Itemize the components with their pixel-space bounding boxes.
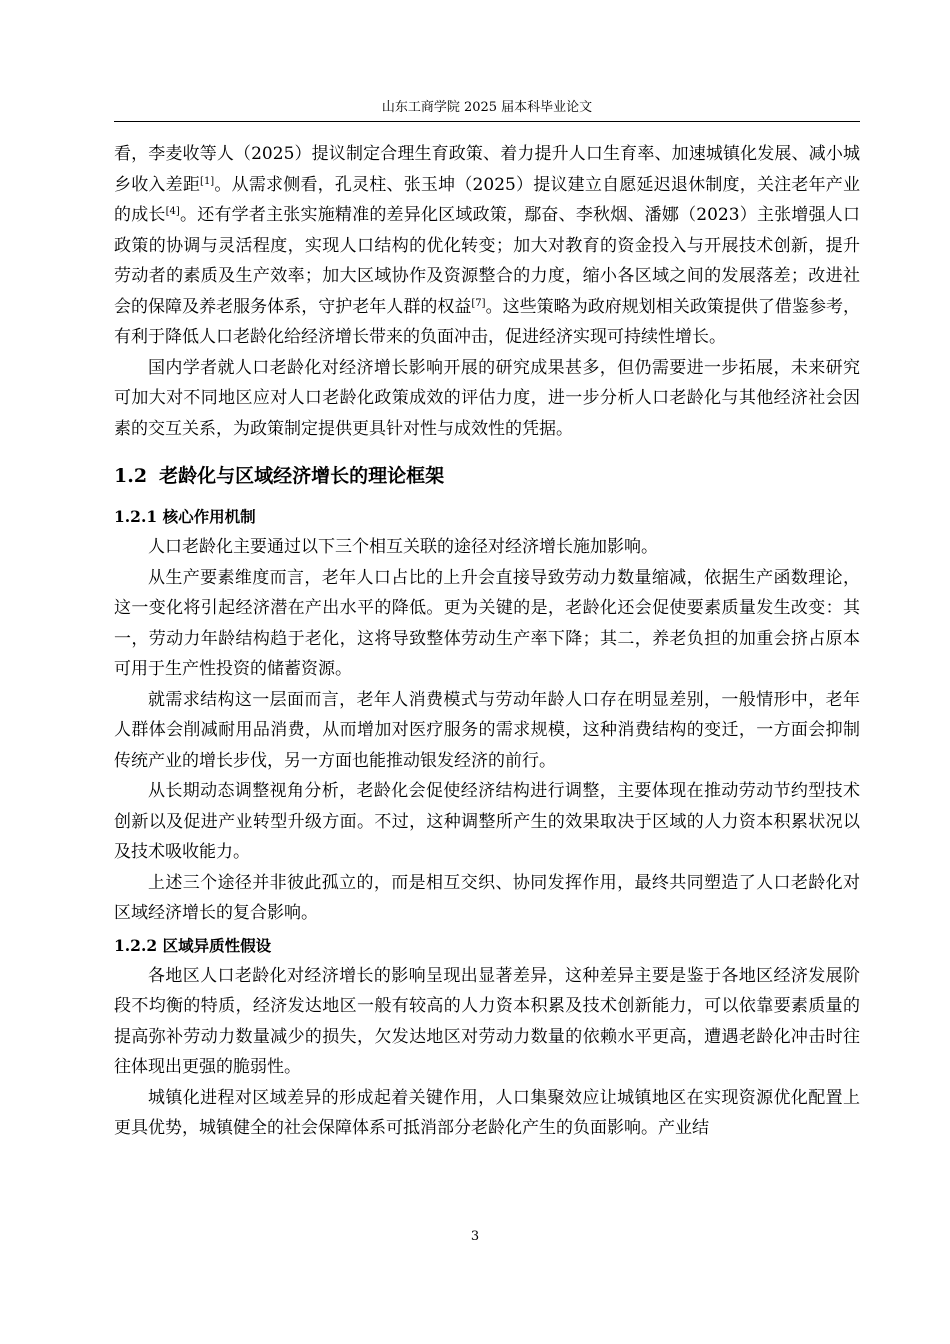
citation-ref: [7] [471,297,486,309]
paragraph: 城镇化进程对区域差异的形成起着关键作用，人口集聚效应让城镇地区在实现资源优化配置上更具优势，城镇健全的社会保障体系可抵消部分老龄化产生的负面影响。产业结 [114,1087,860,1138]
paragraph-text: 。还有学者主张实施精准的差异化区域政策，鄢奋、李秋烟、潘娜（2023）主张增强人口政策的协调与灵活程度，实现人口结构的优化转变；加大对教育的资金投入与开展技术创新，提升劳动者的素质及生产效率；加大区域协作及资源整合的力度，缩小各区域之间的发展落差；改进社会的保障及养老服务体系，守护老年人群的权益 [114,205,861,317]
paragraph: 国内学者就人口老龄化对经济增长影响开展的研究成果甚多，但仍需要进一步拓展，未来研究可加大对不同地区应对人口老龄化政策成效的评估力度，进一步分析人口老龄化与其他经济社会因素的交互关系，为政策制定提供更具针对性与成效性的凭据。 [114,357,860,439]
citation-ref: [1] [200,175,215,187]
subsection-number: 1.2.2 [114,935,158,955]
paragraph-continued [114,139,860,353]
subsection-title: 核心作用机制 [162,507,256,526]
paragraph-text: 。这些策略为政府规划相关政策提供了借鉴参考，有利于降低人口老龄化给经济增长带来的负面冲击，促进经济实现可持续性增长。 [114,296,861,347]
running-header: 山东工商学院 2025 届本科毕业论文 [381,100,593,115]
paragraph: 上述三个途径并非彼此孤立的，而是相互交织、协同发挥作用，最终共同塑造了人口老龄化对区域经济增长的复合影响。 [114,872,860,923]
paragraph: 从长期动态调整视角分析，老龄化会促使经济结构进行调整，主要体现在推动劳动节约型技术创新以及促进产业转型升级方面。不过，这种调整所产生的效果取决于区域的人力资本积累状况以及技术吸收能力。 [114,781,860,862]
section-heading [114,462,860,490]
subsection-number: 1.2.1 [114,507,158,526]
paragraph: 就需求结构这一层面而言，老年人消费模式与劳动年龄人口存在明显差别，一般情形中，老年人群体会削减耐用品消费，从而增加对医疗服务的需求规模，这种消费结构的变迁，一方面会抑制传统产业的增长步伐，另一方面也能推动银发经济的前行。 [114,689,860,771]
paragraph: 各地区人口老龄化对经济增长的影响呈现出显著差异，这种差异主要是鉴于各地区经济发展阶段不均衡的特质，经济发达地区一般有较高的人力资本积累及技术创新能力，可以依靠要素质量的提高弥补劳动力数量减少的损失，欠发达地区对劳动力数量的依赖水平更高，遭遇老龄化冲击时往往体现出更强的脆弱性。 [114,965,860,1077]
subsection-heading [114,502,860,532]
page-number: 3 [470,1229,480,1244]
subsection-title: 区域异质性假设 [162,935,272,955]
section-number: 1.2 [114,465,148,487]
paragraph: 从生产要素维度而言，老年人口占比的上升会直接导致劳动力数量缩减，依据生产函数理论，这一变化将引起经济潜在产出水平的降低。更为关键的是，老龄化还会促使要素质量发生改变：其一，劳动力年龄结构趋于老化，这将导致整体劳动生产率下降；其二，养老负担的加重会挤占原本可用于生产性投资的储蓄资源。 [114,567,860,679]
subsection-heading [114,931,860,961]
header-rule [114,121,860,122]
citation-ref: [4] [165,206,180,217]
paragraph-text: 。从需求侧看，孔灵柱、张玉坤（2025）提议建立自愿延迟退休制度，关注老年产业的成长 [114,174,860,225]
paragraph: 人口老龄化主要通过以下三个相互关联的途径对经济增长施加影响。 [148,537,658,557]
paragraph-text: 看，李麦收等人（2025）提议制定合理生育政策、着力提升人口生育率、加速城镇化发展、减小城乡收入差距 [114,144,860,195]
page-body [114,139,860,1144]
section-title: 老龄化与区域经济增长的理论框架 [159,465,445,487]
